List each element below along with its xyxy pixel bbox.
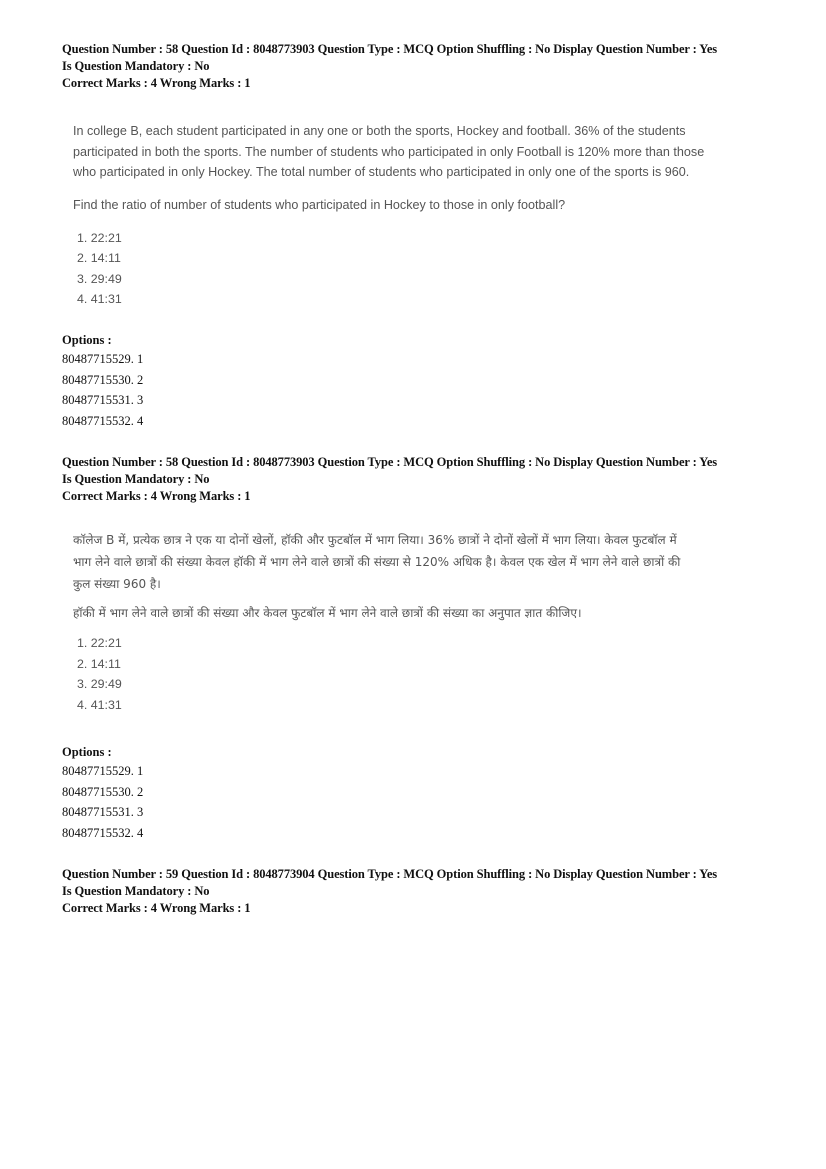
question-prompt: Find the ratio of number of students who participated in Hockey to those in only football?	[73, 197, 566, 212]
question-text-line: कॉलेज B में, प्रत्येक छात्र ने एक या दोनों खेलों, हॉकी और फुटबॉल में भाग लिया। 36% छात्रों ने दोनों खेलों में भाग लिया। केवल फुटबॉल में	[73, 533, 677, 547]
question-meta-line: Question Number : 58 Question Id : 8048773903 Question Type : MCQ Option Shuffling : No Display Question Number : Yes	[62, 42, 718, 56]
marks-line: Correct Marks : 4 Wrong Marks : 1	[62, 901, 251, 915]
answer-choice: 2. 14:11	[77, 656, 121, 671]
option-row: 80487715529. 1	[62, 764, 144, 778]
option-row: 80487715529. 1	[62, 352, 144, 366]
options-list	[62, 743, 362, 843]
answer-choice: 1. 22:21	[77, 636, 122, 650]
question-text-line: In college B, each student participated in any one or both the sports, Hockey and football. 36% of the students	[73, 124, 686, 138]
option-row: 80487715531. 3	[62, 393, 144, 407]
question-text-line: participated in both the sports. The number of students who participated in only Football is 120% more than those	[73, 144, 705, 159]
question-header	[62, 41, 778, 92]
question-body	[73, 121, 773, 310]
question-header	[62, 454, 778, 505]
marks-line: Correct Marks : 4 Wrong Marks : 1	[62, 489, 251, 503]
options-title: Options :	[62, 745, 112, 759]
question-meta-line: Question Number : 58 Question Id : 8048773903 Question Type : MCQ Option Shuffling : No Display Question Number : Yes	[62, 455, 718, 469]
question-text-line: कुल संख्या 960 है।	[73, 577, 161, 591]
question-text-line: भाग लेने वाले छात्रों की संख्या केवल हॉकी में भाग लेने वाले छात्रों की संख्या से 120% अधिक है। केवल एक खेल में भाग लेने वाले छात्रों की	[73, 555, 681, 569]
answer-choices	[73, 228, 773, 310]
option-row: 80487715532. 4	[62, 413, 144, 428]
answer-choice: 3. 29:49	[77, 677, 122, 691]
mandatory-line: Is Question Mandatory : No	[62, 884, 210, 898]
question-meta-line: Question Number : 59 Question Id : 8048773904 Question Type : MCQ Option Shuffling : No Display Question Number : Yes	[62, 867, 718, 881]
mandatory-line: Is Question Mandatory : No	[62, 472, 210, 486]
options-list	[62, 331, 362, 431]
answer-choice: 2. 14:11	[77, 251, 121, 265]
option-row: 80487715532. 4	[62, 825, 144, 840]
option-row: 80487715530. 2	[62, 784, 144, 799]
question-prompt: हॉकी में भाग लेने वाले छात्रों की संख्या और केवल फुटबॉल में भाग लेने वाले छात्रों की संख्या का अनुपात ज्ञात कीजिए।	[73, 606, 582, 620]
mandatory-line: Is Question Mandatory : No	[62, 59, 210, 73]
option-row: 80487715531. 3	[62, 805, 144, 819]
question-text-line: who participated in only Hockey. The total number of students who participated in only one of the sports is 960.	[73, 165, 690, 179]
answer-choice: 1. 22:21	[77, 230, 122, 245]
answer-choices	[73, 633, 773, 715]
question-body	[73, 529, 773, 715]
option-row: 80487715530. 2	[62, 372, 144, 387]
question-header	[62, 866, 778, 917]
marks-line: Correct Marks : 4 Wrong Marks : 1	[62, 76, 251, 90]
answer-choice: 4. 41:31	[77, 292, 122, 306]
answer-choice: 3. 29:49	[77, 271, 122, 286]
options-title: Options :	[62, 333, 112, 347]
answer-choice: 4. 41:31	[77, 697, 122, 712]
